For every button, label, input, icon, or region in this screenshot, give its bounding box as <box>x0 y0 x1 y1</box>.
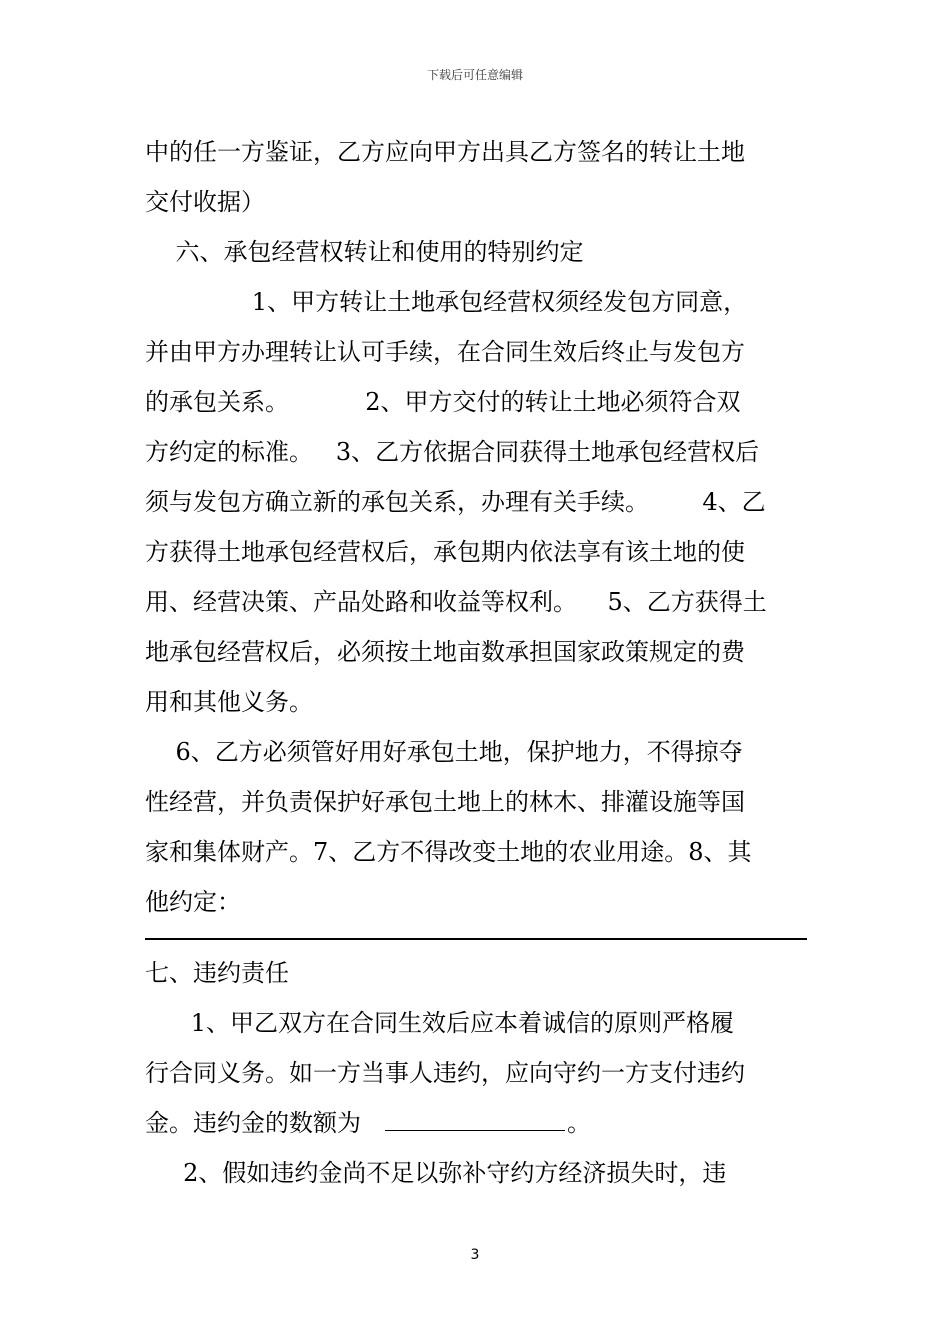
text-line: 的承包关系。 2、甲方交付的转让土地必须符合双 <box>145 388 741 416</box>
text-line: 用和其他义务。 <box>145 688 313 716</box>
period: 。 <box>567 1109 591 1137</box>
text-line: 中的任一方鉴证，乙方应向甲方出具乙方签名的转让土地 <box>145 138 745 166</box>
text-line: 他约定： <box>145 888 241 916</box>
text-line: 1、甲方转让土地承包经营权须经发包方同意， <box>145 288 748 316</box>
text-line: 6、乙方必须管好用好承包土地，保护地力，不得掠夺 <box>145 738 743 766</box>
text-line: 交付收据） <box>145 188 265 216</box>
section-heading: 六、承包经营权转让和使用的特别约定 <box>145 238 584 266</box>
page-header: 下载后可任意编辑 <box>426 68 523 82</box>
page-number: 3 <box>470 1247 480 1263</box>
text-line: 方约定的标准。 3、乙方依据合同获得土地承包经营权后 <box>145 438 760 466</box>
text-line: 性经营，并负责保护好承包土地上的林木、排灌设施等国 <box>145 788 745 816</box>
text-line: 家和集体财产。7、乙方不得改变土地的农业用途。8、其 <box>145 838 752 866</box>
penalty-amount-label: 金。违约金的数额为 <box>145 1109 361 1137</box>
text-line: 行合同义务。如一方当事人违约，应向守约一方支付违约 <box>145 1059 745 1087</box>
text-line: 1、甲乙双方在合同生效后应本着诚信的原则严格履 <box>145 1009 735 1037</box>
text-line: 2、假如违约金尚不足以弥补守约方经济损失时，违 <box>145 1159 727 1187</box>
text-line: 方获得土地承包经营权后，承包期内依法享有该土地的使 <box>145 538 745 566</box>
text-line: 并由甲方办理转让认可手续，在合同生效后终止与发包方 <box>145 338 745 366</box>
section-heading: 七、违约责任 <box>145 959 289 987</box>
text-line: 用、经营决策、产品处路和收益等权利。 5、乙方获得土 <box>145 588 767 616</box>
fill-in-rule <box>145 938 807 940</box>
text-line: 地承包经营权后，必须按土地亩数承担国家政策规定的费 <box>145 638 745 666</box>
text-line: 须与发包方确立新的承包关系，办理有关手续。 4、乙 <box>145 488 766 516</box>
penalty-amount-blank <box>385 1108 565 1131</box>
penalty-amount-line <box>145 1108 591 1138</box>
